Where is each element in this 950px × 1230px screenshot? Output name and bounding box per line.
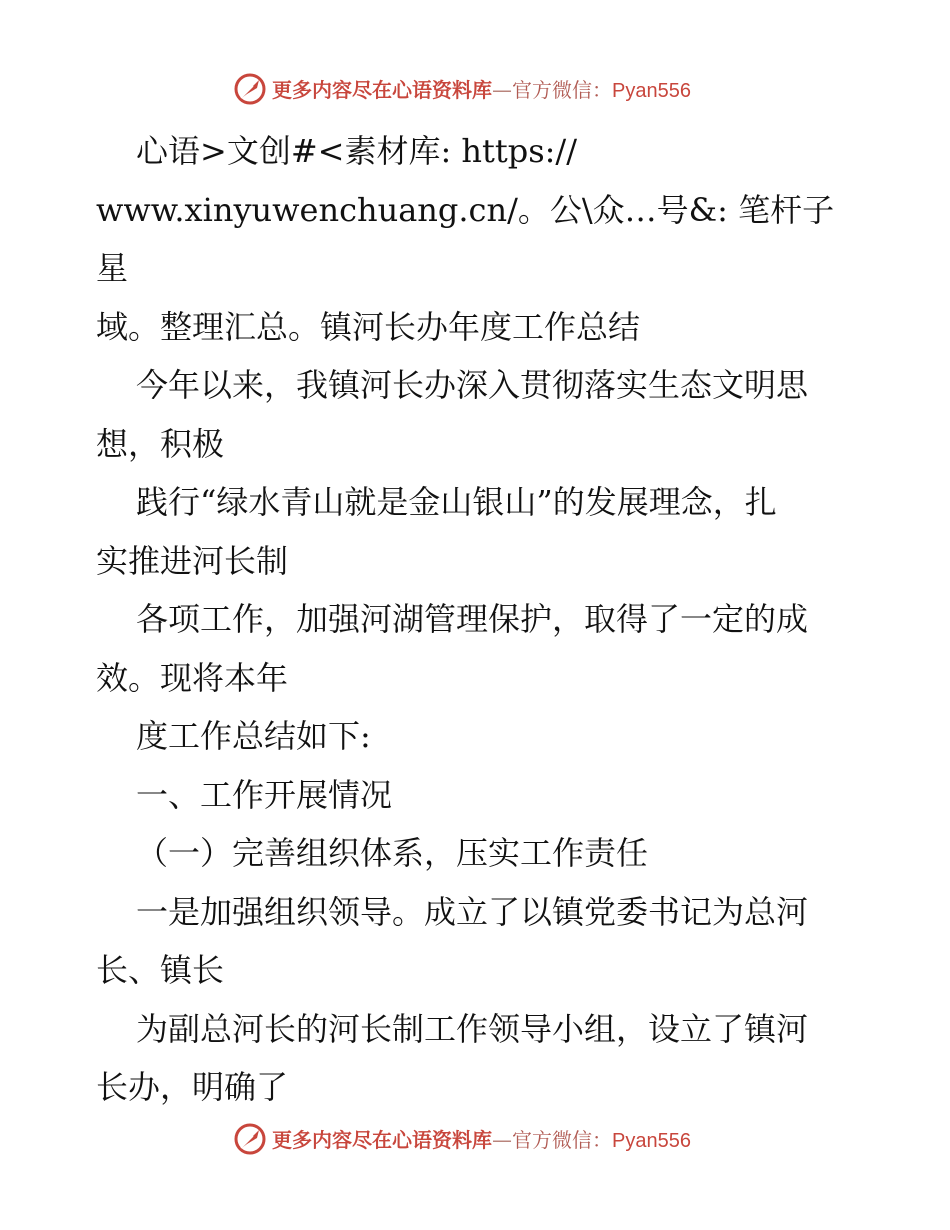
text-line: 长办，明确了 (96, 1068, 289, 1106)
text-line: 践行“绿水青山就是金山银山”的发展理念，扎 (136, 483, 777, 521)
text-line: 效。现将本年 (96, 658, 289, 697)
watermark-wechat-label: 官方微信： (512, 1128, 612, 1152)
watermark-wechat-label: 官方微信： (512, 78, 612, 102)
watermark-main: 更多内容尽在心语资料库 (272, 78, 492, 102)
text-line: 今年以来，我镇河长办深入贯彻落实生态文明思 (136, 366, 809, 404)
text-line: 实推进河长制 (96, 541, 289, 580)
text-line: 长、镇长 (96, 951, 225, 989)
footer-watermark (0, 1120, 950, 1160)
section-heading: 一、工作开展情况 (136, 775, 393, 814)
quill-logo-icon (233, 1122, 267, 1156)
text-line: 域。整理汇总。镇河长办年度工作总结 (96, 307, 641, 346)
header-watermark (0, 70, 950, 110)
text-line: 度工作总结如下: (136, 717, 371, 755)
watermark-text (272, 1126, 691, 1155)
watermark-separator: — (492, 1128, 512, 1152)
quill-logo-icon (233, 72, 267, 106)
watermark-text (272, 76, 691, 105)
text-line: 想，积极 (96, 424, 225, 463)
text-line: 一是加强组织领导。成立了以镇党委书记为总河 (136, 892, 809, 931)
text-line: 心语>文创#<素材库: https:// (136, 132, 577, 170)
subsection-heading: （一）完善组织体系，压实工作责任 (136, 834, 649, 872)
text-line: www.xinyuwenchuang.cn/。公\众…号&: 笔杆子星 (96, 190, 835, 287)
text-line: 为副总河长的河长制工作领导小组，设立了镇河 (136, 1009, 809, 1048)
watermark-separator: — (492, 78, 512, 102)
watermark-wechat-id: Pyan556 (612, 80, 691, 102)
watermark-wechat-id: Pyan556 (612, 1130, 691, 1152)
watermark-main: 更多内容尽在心语资料库 (272, 1128, 492, 1152)
text-line: 各项工作，加强河湖管理保护，取得了一定的成 (136, 600, 809, 638)
document-body (96, 122, 856, 1117)
